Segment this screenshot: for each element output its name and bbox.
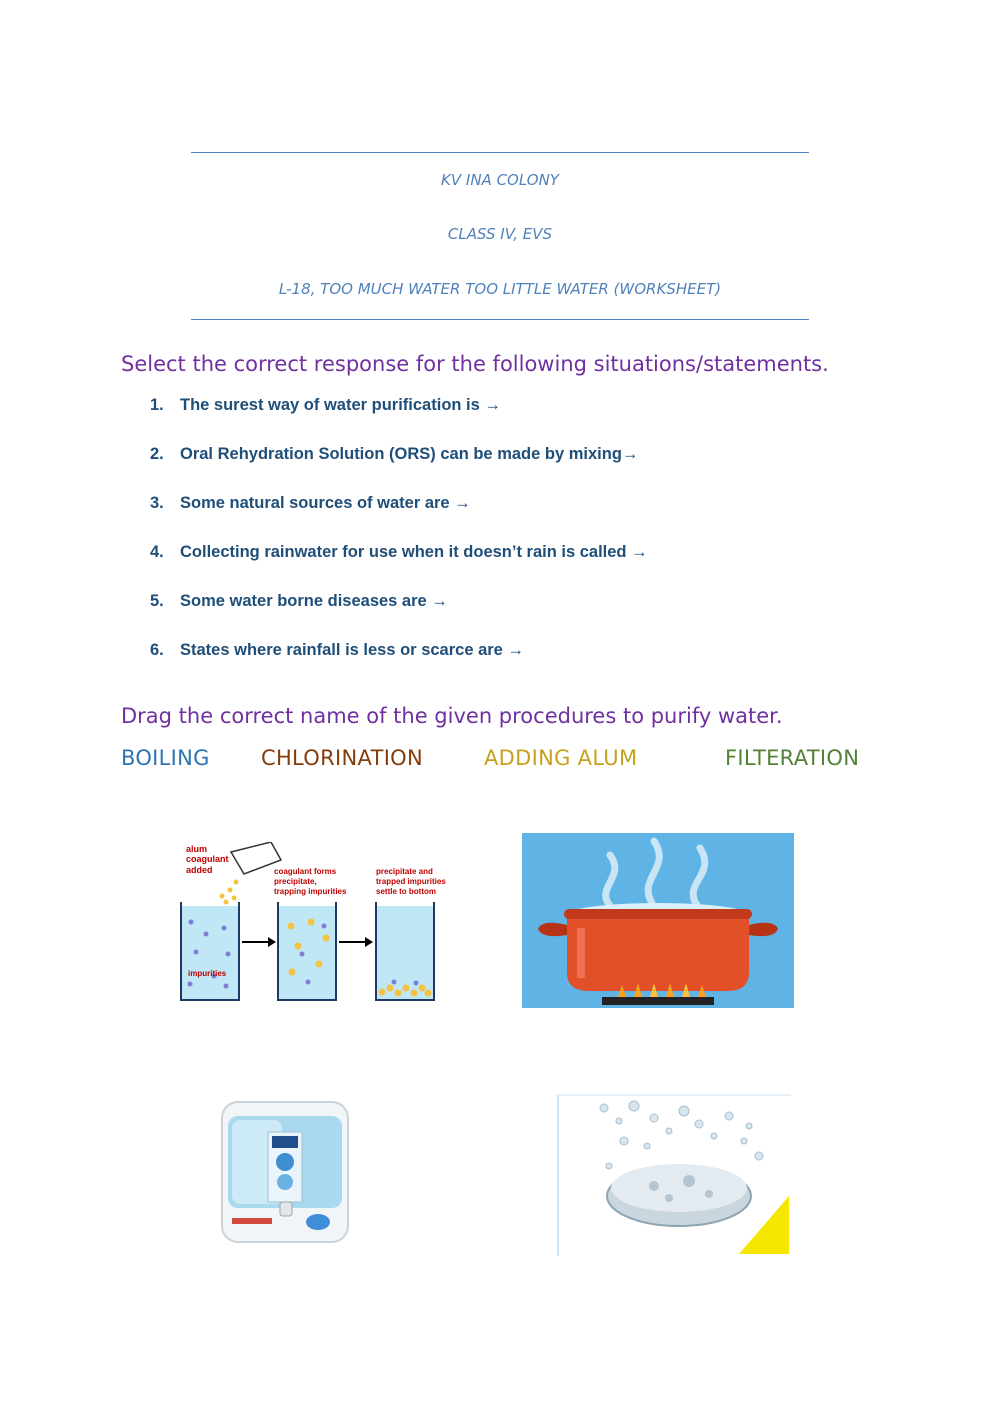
drag-word-chlorination[interactable]: CHLORINATION bbox=[261, 746, 424, 770]
tablet-icon bbox=[607, 1164, 751, 1226]
beaker-icon bbox=[181, 902, 239, 1000]
pot-icon bbox=[538, 903, 778, 991]
question-2 bbox=[150, 445, 638, 464]
diagram-label: coagulant forms bbox=[274, 867, 337, 876]
purifier-icon bbox=[222, 1102, 348, 1242]
question-4 bbox=[150, 543, 648, 562]
diagram-label: precipitate, bbox=[274, 877, 317, 886]
question-3 bbox=[150, 494, 471, 513]
svg-text:precipitate and trapped bbox=[376, 867, 448, 896]
alum-diagram-image bbox=[176, 842, 456, 1004]
question-number: 5. bbox=[150, 592, 164, 610]
diagram-label: trapped impurities bbox=[376, 877, 446, 886]
svg-text:coagulant forms precipit bbox=[274, 867, 347, 896]
alum-label-word: coagulant bbox=[186, 854, 229, 864]
question-text: Some natural sources of water are → bbox=[180, 494, 471, 512]
question-6 bbox=[150, 641, 524, 660]
question-text: States where rainfall is less or scarce are → bbox=[180, 641, 524, 659]
diagram-label: trapping impurities bbox=[274, 887, 347, 896]
question-number: 1. bbox=[150, 396, 164, 414]
lesson-title: L-18, TOO MUCH WATER TOO LITTLE WATER (WORKSHEET) bbox=[278, 280, 722, 298]
header-rule-top bbox=[191, 152, 809, 153]
question-number: 6. bbox=[150, 641, 164, 659]
drag-word-filteration[interactable]: FILTERATION bbox=[725, 746, 860, 770]
class-subject: CLASS IV, EVS bbox=[447, 225, 553, 243]
bubbles-icon bbox=[600, 1101, 763, 1169]
beaker-icon bbox=[376, 902, 434, 1000]
question-number: 4. bbox=[150, 543, 164, 561]
question-text: Collecting rainwater for use when it doesn’t rain is called → bbox=[180, 543, 648, 561]
impurities-label: impurities bbox=[188, 969, 227, 978]
drag-word-adding-alum[interactable]: ADDING ALUM bbox=[484, 746, 638, 770]
question-text: The surest way of water purification is → bbox=[180, 396, 501, 414]
diagram-label: settle to bottom bbox=[376, 887, 436, 896]
water-purifier-image bbox=[218, 1098, 353, 1246]
question-1 bbox=[150, 396, 501, 415]
scoop-icon bbox=[220, 842, 282, 905]
alum-label-word: added bbox=[186, 865, 213, 875]
arrow-icon bbox=[339, 937, 373, 947]
steam-icon bbox=[606, 841, 705, 908]
alum-label-word: alum bbox=[186, 844, 208, 854]
drag-word-boiling[interactable]: BOILING bbox=[121, 746, 210, 770]
arrow-icon bbox=[242, 937, 276, 947]
question-number: 2. bbox=[150, 445, 164, 463]
boiling-pot-image bbox=[522, 833, 794, 1008]
diagram-label: precipitate and bbox=[376, 867, 433, 876]
section1-instruction: Select the correct response for the following situations/statements. bbox=[121, 352, 829, 376]
header-rule-bottom bbox=[191, 319, 809, 320]
svg-text:alum coagulant add bbox=[186, 844, 231, 875]
section2-instruction: Drag the correct name of the given procedures to purify water. bbox=[121, 704, 783, 728]
question-5 bbox=[150, 592, 448, 611]
chlorine-tablet-image bbox=[557, 1094, 791, 1256]
question-text: Oral Rehydration Solution (ORS) can be made by mixing→ bbox=[180, 445, 639, 463]
beaker-icon bbox=[278, 902, 336, 1000]
question-number: 3. bbox=[150, 494, 164, 512]
school-name: KV INA COLONY bbox=[441, 171, 559, 189]
question-text: Some water borne diseases are → bbox=[180, 592, 448, 610]
